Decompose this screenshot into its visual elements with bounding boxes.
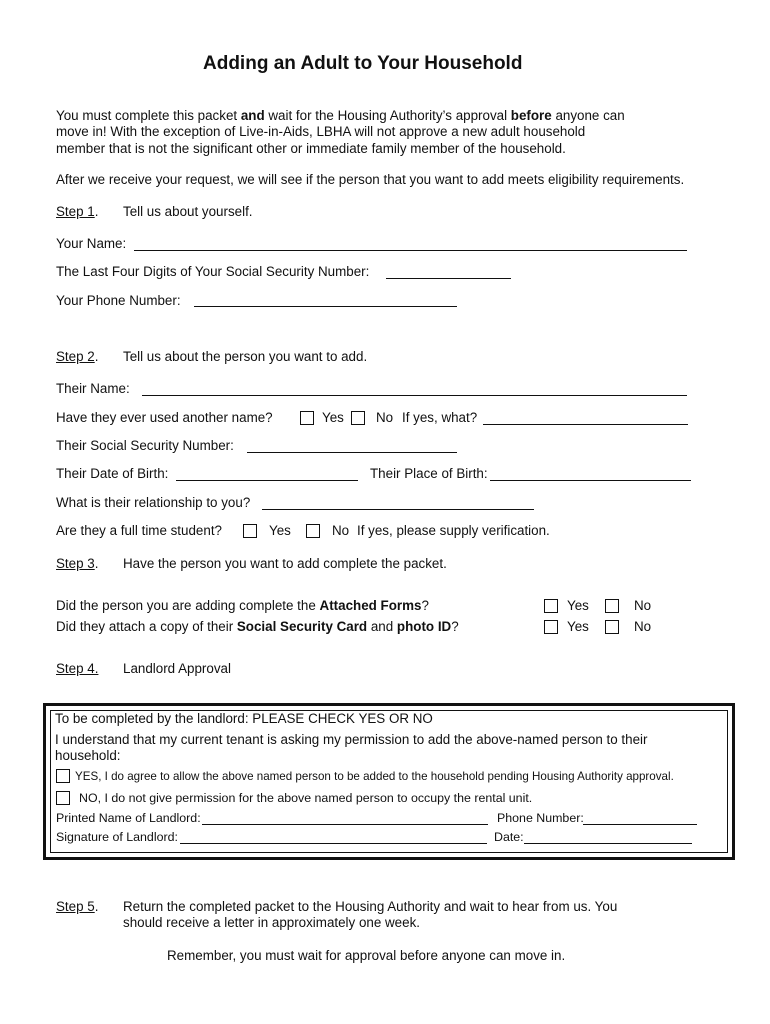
their-pob-label: Their Place of Birth: xyxy=(370,466,488,481)
if-yes-what-label: If yes, what? xyxy=(402,410,478,425)
step5-text-2: should receive a letter in approximately one week. xyxy=(123,915,420,930)
ss-card-question xyxy=(56,619,459,634)
student-yes-label: Yes xyxy=(269,523,291,538)
landlord-date-label: Date: xyxy=(494,830,524,844)
step5-heading xyxy=(56,899,98,914)
attached-forms-no-label: No xyxy=(634,598,652,613)
signature-field[interactable] xyxy=(180,843,487,844)
other-name-yes-checkbox[interactable] xyxy=(300,411,314,425)
attached-forms-yes-checkbox[interactable] xyxy=(544,599,558,613)
relationship-label: What is their relationship to you? xyxy=(56,495,251,510)
intro-line-1 xyxy=(56,108,625,123)
step3-text: Have the person you want to add complete the packet. xyxy=(123,556,447,571)
ss-card-yes-checkbox[interactable] xyxy=(544,620,558,634)
your-ssn-label: The Last Four Digits of Your Social Security Number: xyxy=(56,264,370,279)
signature-label: Signature of Landlord: xyxy=(56,830,178,844)
student-no-checkbox[interactable] xyxy=(306,524,320,538)
their-ssn-field[interactable] xyxy=(247,452,457,453)
printed-name-field[interactable] xyxy=(202,824,488,825)
step5-text-1: Return the completed packet to the Housing Authority and wait to hear from us. You xyxy=(123,899,618,914)
your-name-field[interactable] xyxy=(134,250,687,251)
step3-label: Step 3 xyxy=(56,556,95,571)
intro-eligibility: After we receive your request, we will see if the person that you want to add meets eligibility requirements. xyxy=(56,172,685,187)
q2-bold-ss-card: Social Security Card xyxy=(236,619,368,634)
student-yes-checkbox[interactable] xyxy=(243,524,257,538)
landlord-date-field[interactable] xyxy=(524,843,692,844)
their-ssn-label: Their Social Security Number: xyxy=(56,438,234,453)
their-name-field[interactable] xyxy=(142,395,687,396)
landlord-phone-field[interactable] xyxy=(583,824,697,825)
intro-text: wait for the Housing Authority’s approval xyxy=(264,108,511,123)
other-name-label: Have they ever used another name? xyxy=(56,410,273,425)
student-note: If yes, please supply verification. xyxy=(357,523,550,538)
other-name-field[interactable] xyxy=(483,424,688,425)
page-title: Adding an Adult to Your Household xyxy=(203,53,523,74)
their-dob-field[interactable] xyxy=(176,480,358,481)
reminder-text: Remember, you must wait for approval before anyone can move in. xyxy=(167,948,566,963)
intro-text: anyone can xyxy=(551,108,625,123)
intro-bold-before: before xyxy=(510,108,552,123)
ss-card-yes-label: Yes xyxy=(567,619,589,634)
their-name-label: Their Name: xyxy=(56,381,130,396)
step2-label: Step 2 xyxy=(56,349,95,364)
your-phone-field[interactable] xyxy=(194,306,457,307)
intro-text: You must complete this packet xyxy=(56,108,241,123)
attached-forms-yes-label: Yes xyxy=(567,598,589,613)
landlord-no-option: NO, I do not give permission for the above named person to occupy the rental unit. xyxy=(79,791,533,805)
step5-label: Step 5 xyxy=(56,899,95,914)
landlord-no-checkbox[interactable] xyxy=(56,791,70,805)
intro-bold-and: and xyxy=(240,108,265,123)
step3-dot: . xyxy=(94,556,99,571)
landlord-phone-label: Phone Number: xyxy=(497,811,584,825)
landlord-understand-1: I understand that my current tenant is asking my permission to add the above-named person to their xyxy=(55,732,648,747)
attached-forms-no-checkbox[interactable] xyxy=(605,599,619,613)
their-pob-field[interactable] xyxy=(490,480,691,481)
their-dob-label: Their Date of Birth: xyxy=(56,466,169,481)
step2-dot: . xyxy=(94,349,99,364)
printed-name-label: Printed Name of Landlord: xyxy=(56,811,201,825)
step3-heading xyxy=(56,556,98,571)
landlord-header: To be completed by the landlord: PLEASE CHECK YES OR NO xyxy=(55,711,433,726)
landlord-yes-checkbox[interactable] xyxy=(56,769,70,783)
your-ssn-field[interactable] xyxy=(386,278,511,279)
q1-text: Did the person you are adding complete the xyxy=(56,598,320,613)
other-name-no-checkbox[interactable] xyxy=(351,411,365,425)
student-label: Are they a full time student? xyxy=(56,523,222,538)
relationship-field[interactable] xyxy=(262,509,534,510)
q2-bold-photo-id: photo ID xyxy=(396,619,452,634)
student-no-label: No xyxy=(332,523,350,538)
q1-bold-attached-forms: Attached Forms xyxy=(319,598,422,613)
attached-forms-question xyxy=(56,598,429,613)
step1-heading xyxy=(56,204,98,219)
landlord-understand-2: household: xyxy=(55,748,121,763)
q2-text: Did they attach a copy of their xyxy=(56,619,237,634)
step4-label: Step 4. xyxy=(56,661,99,676)
intro-line-3: member that is not the significant other or immediate family member of the household. xyxy=(56,141,566,156)
step5-dot: . xyxy=(94,899,99,914)
your-name-label: Your Name: xyxy=(56,236,127,251)
step2-text: Tell us about the person you want to add. xyxy=(123,349,368,364)
step4-text: Landlord Approval xyxy=(123,661,231,676)
your-phone-label: Your Phone Number: xyxy=(56,293,181,308)
step2-heading xyxy=(56,349,98,364)
step1-text: Tell us about yourself. xyxy=(123,204,253,219)
q2-text: and xyxy=(367,619,397,634)
ss-card-no-label: No xyxy=(634,619,652,634)
other-name-no-label: No xyxy=(376,410,394,425)
landlord-yes-option: YES, I do agree to allow the above named person to be added to the household pending Housing Authority approval. xyxy=(75,770,674,783)
q2-qmark: ? xyxy=(451,619,459,634)
intro-line-2: move in! With the exception of Live-in-Aids, LBHA will not approve a new adult household xyxy=(56,124,586,139)
q1-qmark: ? xyxy=(421,598,429,613)
ss-card-no-checkbox[interactable] xyxy=(605,620,619,634)
other-name-yes-label: Yes xyxy=(322,410,344,425)
step1-dot: . xyxy=(94,204,99,219)
step1-label: Step 1 xyxy=(56,204,95,219)
